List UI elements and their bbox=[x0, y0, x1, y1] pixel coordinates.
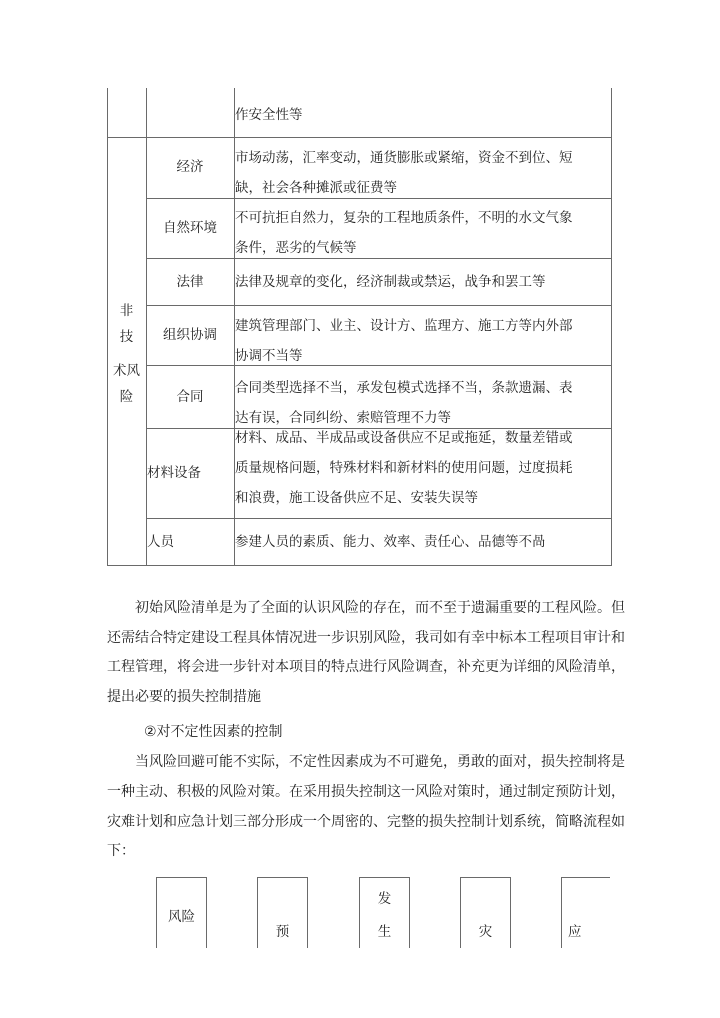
flow-box-label: 预 bbox=[275, 924, 290, 940]
row-desc: 法律及规章的变化，经济制裁或禁运，战争和罢工等 bbox=[235, 274, 546, 290]
table-border bbox=[146, 518, 612, 519]
paragraph-line: 工程管理，将会进一步针对本项目的特点进行风险调查，补充更为详细的风险清单， bbox=[107, 659, 625, 675]
flow-box-label: 灾 bbox=[478, 924, 493, 940]
flow-box-risk bbox=[156, 877, 207, 948]
table-border bbox=[146, 258, 612, 259]
row-type: 材料设备 bbox=[147, 465, 201, 481]
flow-box-emergency bbox=[561, 877, 610, 948]
row-desc: 条件，恶劣的气候等 bbox=[235, 240, 357, 256]
paragraph-line: 还需结合特定建设工程具体情况进一步识别风险，我司如有幸中标本工程项目审计和 bbox=[107, 630, 625, 646]
table-border bbox=[146, 305, 612, 306]
row-type: 自然环境 bbox=[163, 220, 217, 236]
row-type: 合同 bbox=[176, 389, 204, 405]
row-type: 法律 bbox=[176, 274, 204, 290]
flow-box-label: 发 bbox=[377, 891, 392, 907]
row-desc: 材料、成品、半成品或设备供应不足或拖延，数量差错或 bbox=[235, 430, 573, 446]
row-desc: 协调不当等 bbox=[235, 348, 303, 364]
row-desc: 缺，社会各种摊派或征费等 bbox=[235, 180, 397, 196]
paragraph-line: 当风险回避可能不实际，不定性因素成为不可避免，勇敢的面对，损失控制将是 bbox=[135, 754, 625, 770]
paragraph-line: 初始风险清单是为了全面的认识风险的存在，而不至于遗漏重要的工程风险。但 bbox=[135, 600, 625, 616]
row-desc: 达有误，合同纠纷、索赔管理不力等 bbox=[235, 410, 451, 426]
flow-box-prevention bbox=[257, 877, 308, 948]
paragraph-line: 提出必要的损失控制措施 bbox=[107, 689, 261, 705]
row-desc: 合同类型选择不当，承发包模式选择不当，条款遗漏、表 bbox=[235, 380, 573, 396]
flow-box-label: 生 bbox=[377, 924, 392, 940]
table-border bbox=[146, 428, 612, 429]
paragraph-line: 下： bbox=[107, 843, 135, 859]
row-desc: 参建人员的素质、能力、效率、责任心、品德等不咼 bbox=[235, 534, 546, 550]
row-type: 人员 bbox=[147, 534, 174, 550]
category-label: 非 bbox=[119, 303, 134, 319]
table-border bbox=[107, 565, 612, 566]
row-desc: 不可抗拒自然力，复杂的工程地质条件，不明的水文气象 bbox=[235, 210, 573, 226]
category-label: 技 bbox=[119, 329, 134, 345]
table-border bbox=[146, 198, 612, 199]
flow-box-label: 应 bbox=[568, 924, 582, 940]
flow-box-occurrence bbox=[359, 877, 410, 948]
category-label: 险 bbox=[119, 389, 134, 405]
row-type: 经济 bbox=[176, 159, 204, 175]
paragraph-line: 一种主动、积极的风险对策。在采用损失控制这一风险对策时，通过制定预防计划， bbox=[107, 784, 625, 800]
flow-box-disaster bbox=[460, 877, 511, 948]
paragraph-line: 灾难计划和应急计划三部分形成一个周密的、完整的损失控制计划系统，简略流程如 bbox=[107, 814, 625, 830]
table-cell-text: 作安全性等 bbox=[235, 107, 303, 123]
row-desc: 建筑管理部门、业主、设计方、监理方、施工方等内外部 bbox=[235, 318, 573, 334]
category-label: 术风 bbox=[113, 363, 140, 379]
flow-box-label: 风险 bbox=[168, 909, 195, 925]
row-desc: 和浪费，施工设备供应不足、安装失误等 bbox=[235, 490, 478, 506]
row-desc: 市场动荡，汇率变动，通货膨胀或紧缩，资金不到位、短 bbox=[235, 150, 573, 166]
table-border bbox=[107, 88, 108, 566]
table-border bbox=[146, 365, 612, 366]
row-desc: 质量规格问题，特殊材料和新材料的使用问题，过度损耗 bbox=[235, 460, 573, 476]
row-type: 组织协调 bbox=[163, 327, 217, 343]
table-border bbox=[107, 137, 612, 138]
section-heading: ②对不定性因素的控制 bbox=[144, 724, 283, 740]
table-border bbox=[611, 88, 612, 566]
